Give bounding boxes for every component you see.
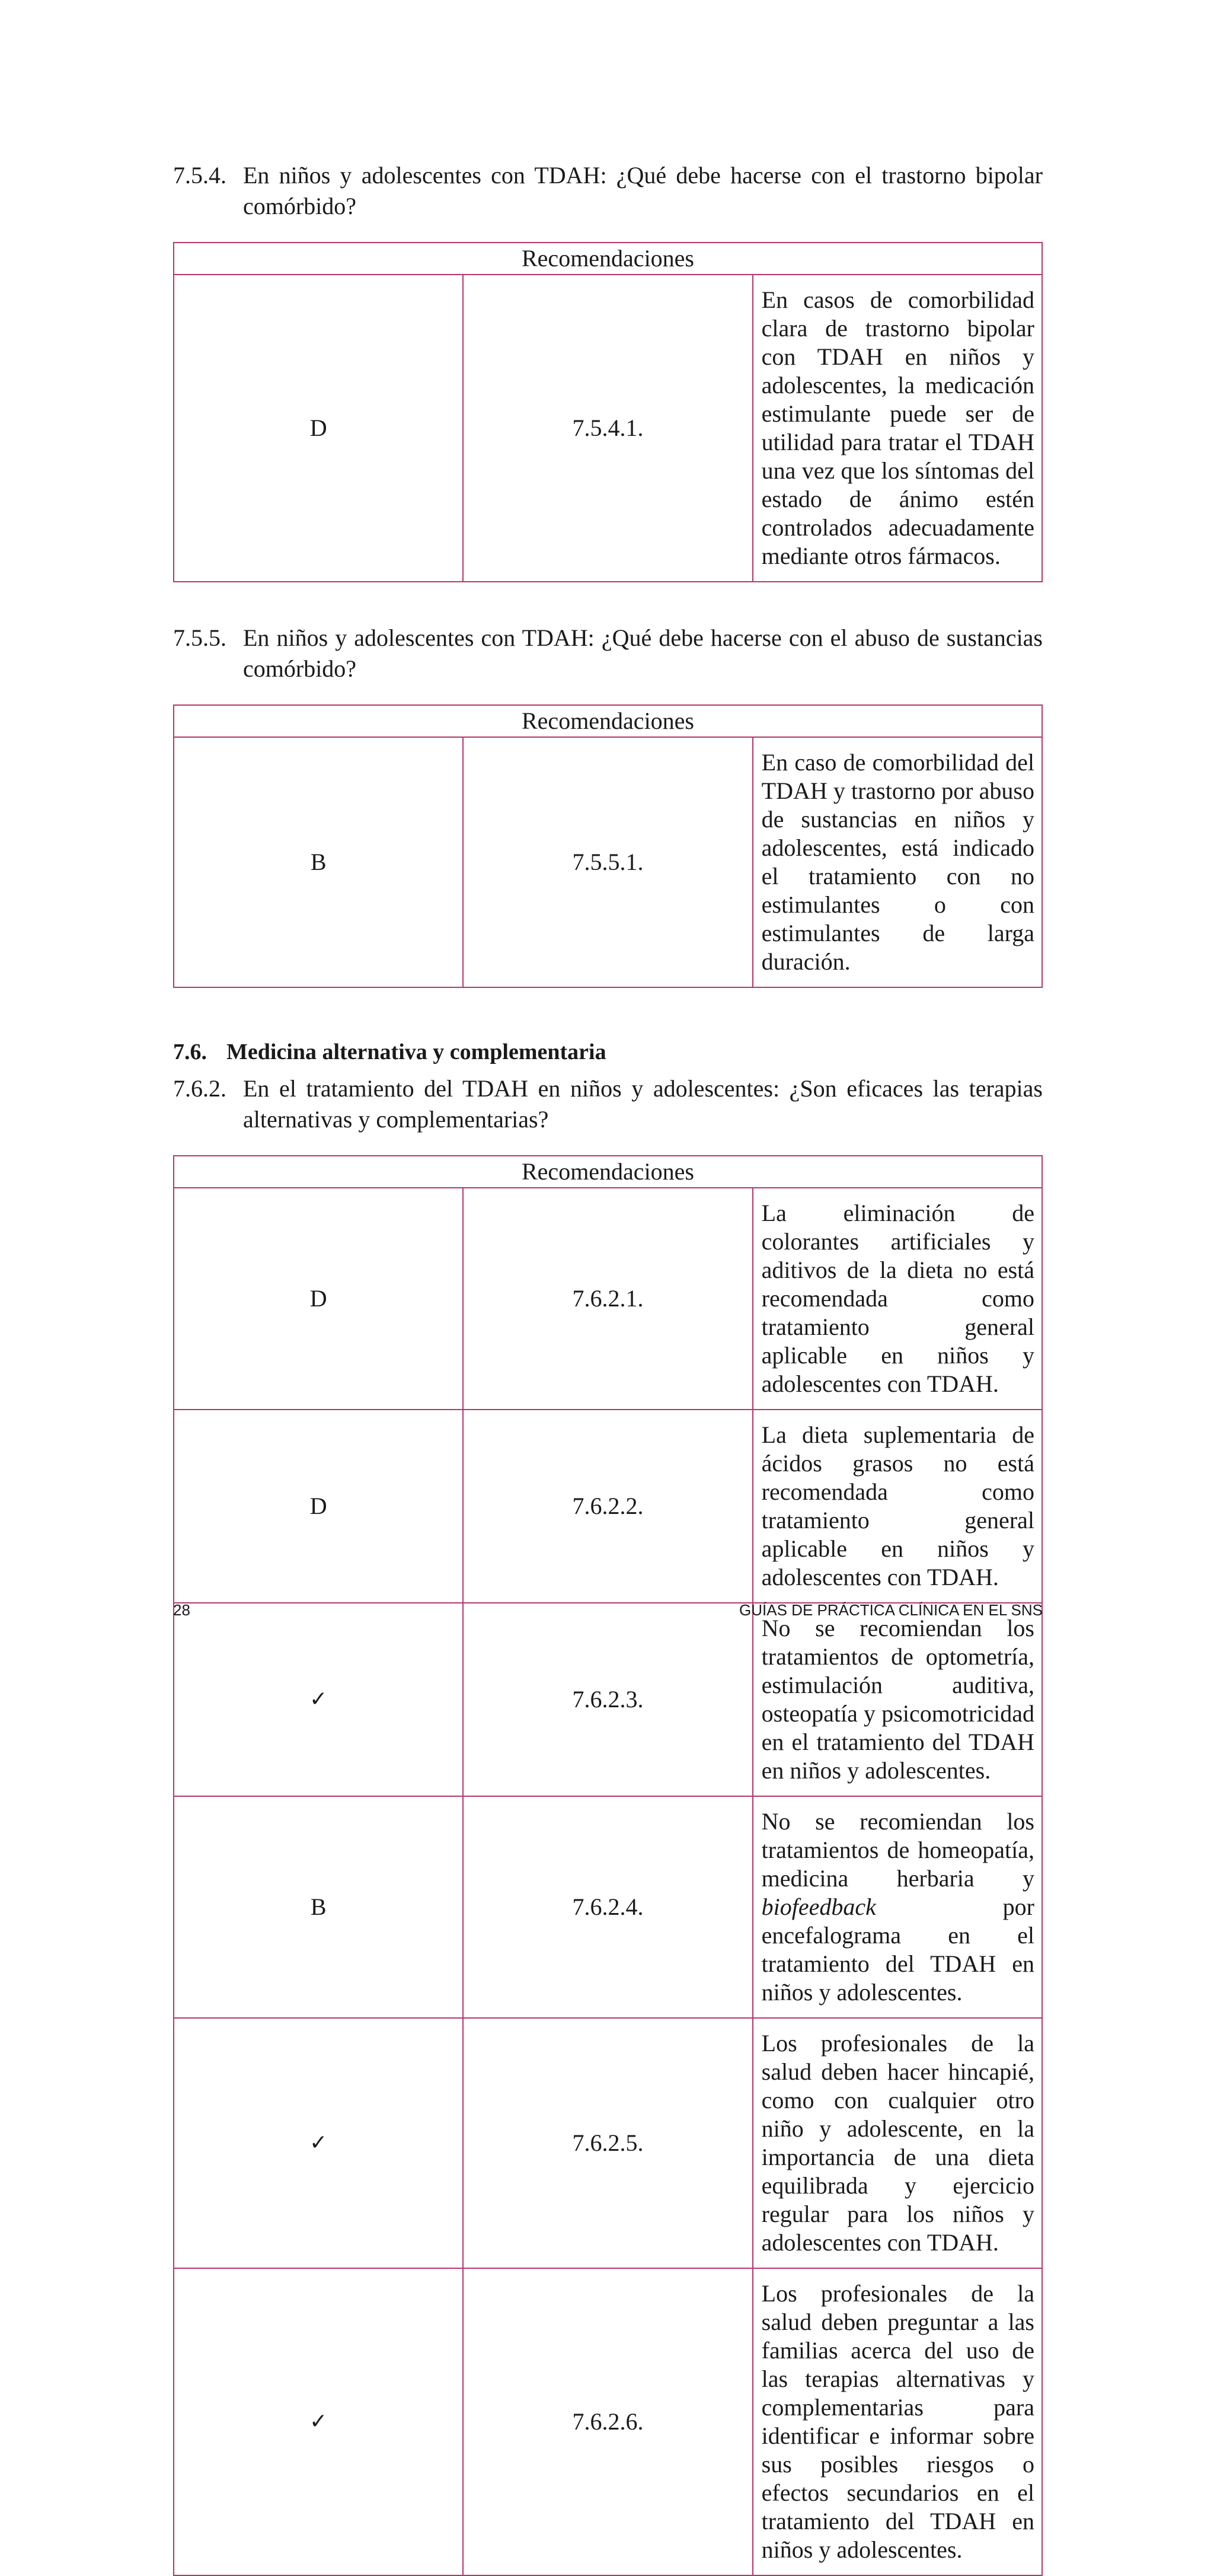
grade-cell: D — [174, 275, 463, 582]
question-7-5-4 — [173, 160, 1043, 222]
recommendation-text-italic: biofeedback — [761, 1893, 876, 1920]
table-header: Recomendaciones — [174, 243, 1042, 275]
question-text: En niños y adolescentes con TDAH: ¿Qué debe hacerse con el trastorno bipolar comórbido? — [243, 162, 1043, 219]
page-footer — [173, 1601, 1043, 1619]
code-cell: 7.5.5.1. — [463, 737, 752, 987]
checkmark-icon: ✓ — [174, 2268, 463, 2575]
recommendations-table-7-5-4 — [173, 242, 1043, 582]
series-title: GUÍAS DE PRÁCTICA CLÍNICA EN EL SNS — [739, 1601, 1043, 1619]
code-cell: 7.5.4.1. — [463, 275, 752, 582]
table-header: Recomendaciones — [174, 1156, 1042, 1188]
grade-cell: B — [174, 737, 463, 987]
table-row — [174, 1188, 1042, 1410]
code-cell: 7.6.2.1. — [463, 1188, 752, 1410]
recommendation-text-part: No se recomiendan los tratamientos de homeopatía, medicina herbaria y — [761, 1808, 1034, 1892]
question-number: 7.5.4. — [173, 162, 226, 189]
code-cell: 7.6.2.3. — [463, 1603, 752, 1796]
recommendation-text: La dieta suplementaria de ácidos grasos no está recomendada como tratamiento general aplicable en niños y adolescentes con TDAH. — [753, 1410, 1042, 1603]
recommendation-text — [753, 1796, 1042, 2018]
question-text: En el tratamiento del TDAH en niños y adolescentes: ¿Son eficaces las terapias alternativas y complementarias? — [243, 1075, 1043, 1133]
document-page — [173, 160, 1043, 2576]
heading-title: Medicina alternativa y complementaria — [226, 1040, 606, 1064]
code-cell: 7.6.2.6. — [463, 2268, 752, 2575]
grade-cell: D — [174, 1188, 463, 1410]
table-row — [174, 275, 1042, 582]
question-number: 7.6.2. — [173, 1075, 226, 1102]
table-row — [174, 2018, 1042, 2268]
recommendations-table-7-5-5 — [173, 704, 1043, 988]
recommendations-table-7-6-2 — [173, 1155, 1043, 2576]
grade-cell: B — [174, 1796, 463, 2018]
table-header: Recomendaciones — [174, 705, 1042, 737]
question-number: 7.5.5. — [173, 624, 226, 651]
code-cell: 7.6.2.2. — [463, 1410, 752, 1603]
code-cell: 7.6.2.4. — [463, 1796, 752, 2018]
recommendation-text-part: por encefalograma en el tratamiento del TDAH en niños y adolescentes. — [761, 1893, 1034, 2006]
recommendation-text: Los profesionales de la salud deben preguntar a las familias acerca del uso de las terapias alternativas y complementarias para identificar e informar sobre sus posibles riesgos o efectos secundarios en el tratamiento del TDAH en niños y adolescentes. — [753, 2268, 1042, 2575]
recommendation-text: En caso de comorbilidad del TDAH y trastorno por abuso de sustancias en niños y adolescentes, está indicado el tratamiento con no estimulantes o con estimulantes de larga duración. — [753, 737, 1042, 987]
question-7-6-2 — [173, 1073, 1043, 1135]
table-row — [174, 1603, 1042, 1796]
checkmark-icon: ✓ — [174, 1603, 463, 1796]
recommendation-text: No se recomiendan los tratamientos de optometría, estimulación auditiva, osteopatía y psicomotricidad en el tratamiento del TDAH en niños y adolescentes. — [753, 1603, 1042, 1796]
section-heading-7-6 — [173, 1037, 1043, 1067]
checkmark-icon: ✓ — [174, 2018, 463, 2268]
recommendation-text: En casos de comorbilidad clara de trastorno bipolar con TDAH en niños y adolescentes, la medicación estimulante puede ser de utilidad para tratar el TDAH una vez que los síntomas del estado de ánimo estén controlados adecuadamente mediante otros fármacos. — [753, 275, 1042, 582]
table-row — [174, 2268, 1042, 2575]
table-row — [174, 1410, 1042, 1603]
heading-number: 7.6. — [173, 1040, 207, 1064]
code-cell: 7.6.2.5. — [463, 2018, 752, 2268]
recommendation-text: Los profesionales de la salud deben hacer hincapié, como con cualquier otro niño y adolescente, en la importancia de una dieta equilibrada y ejercicio regular para los niños y adolescentes con TDAH. — [753, 2018, 1042, 2268]
recommendation-text: La eliminación de colorantes artificiales y aditivos de la dieta no está recomendada como tratamiento general aplicable en niños y adolescentes con TDAH. — [753, 1188, 1042, 1410]
table-row — [174, 737, 1042, 987]
grade-cell: D — [174, 1410, 463, 1603]
question-7-5-5 — [173, 623, 1043, 684]
question-text: En niños y adolescentes con TDAH: ¿Qué debe hacerse con el abuso de sustancias comórbido? — [243, 624, 1043, 682]
page-number: 28 — [173, 1601, 190, 1619]
table-row — [174, 1796, 1042, 2018]
